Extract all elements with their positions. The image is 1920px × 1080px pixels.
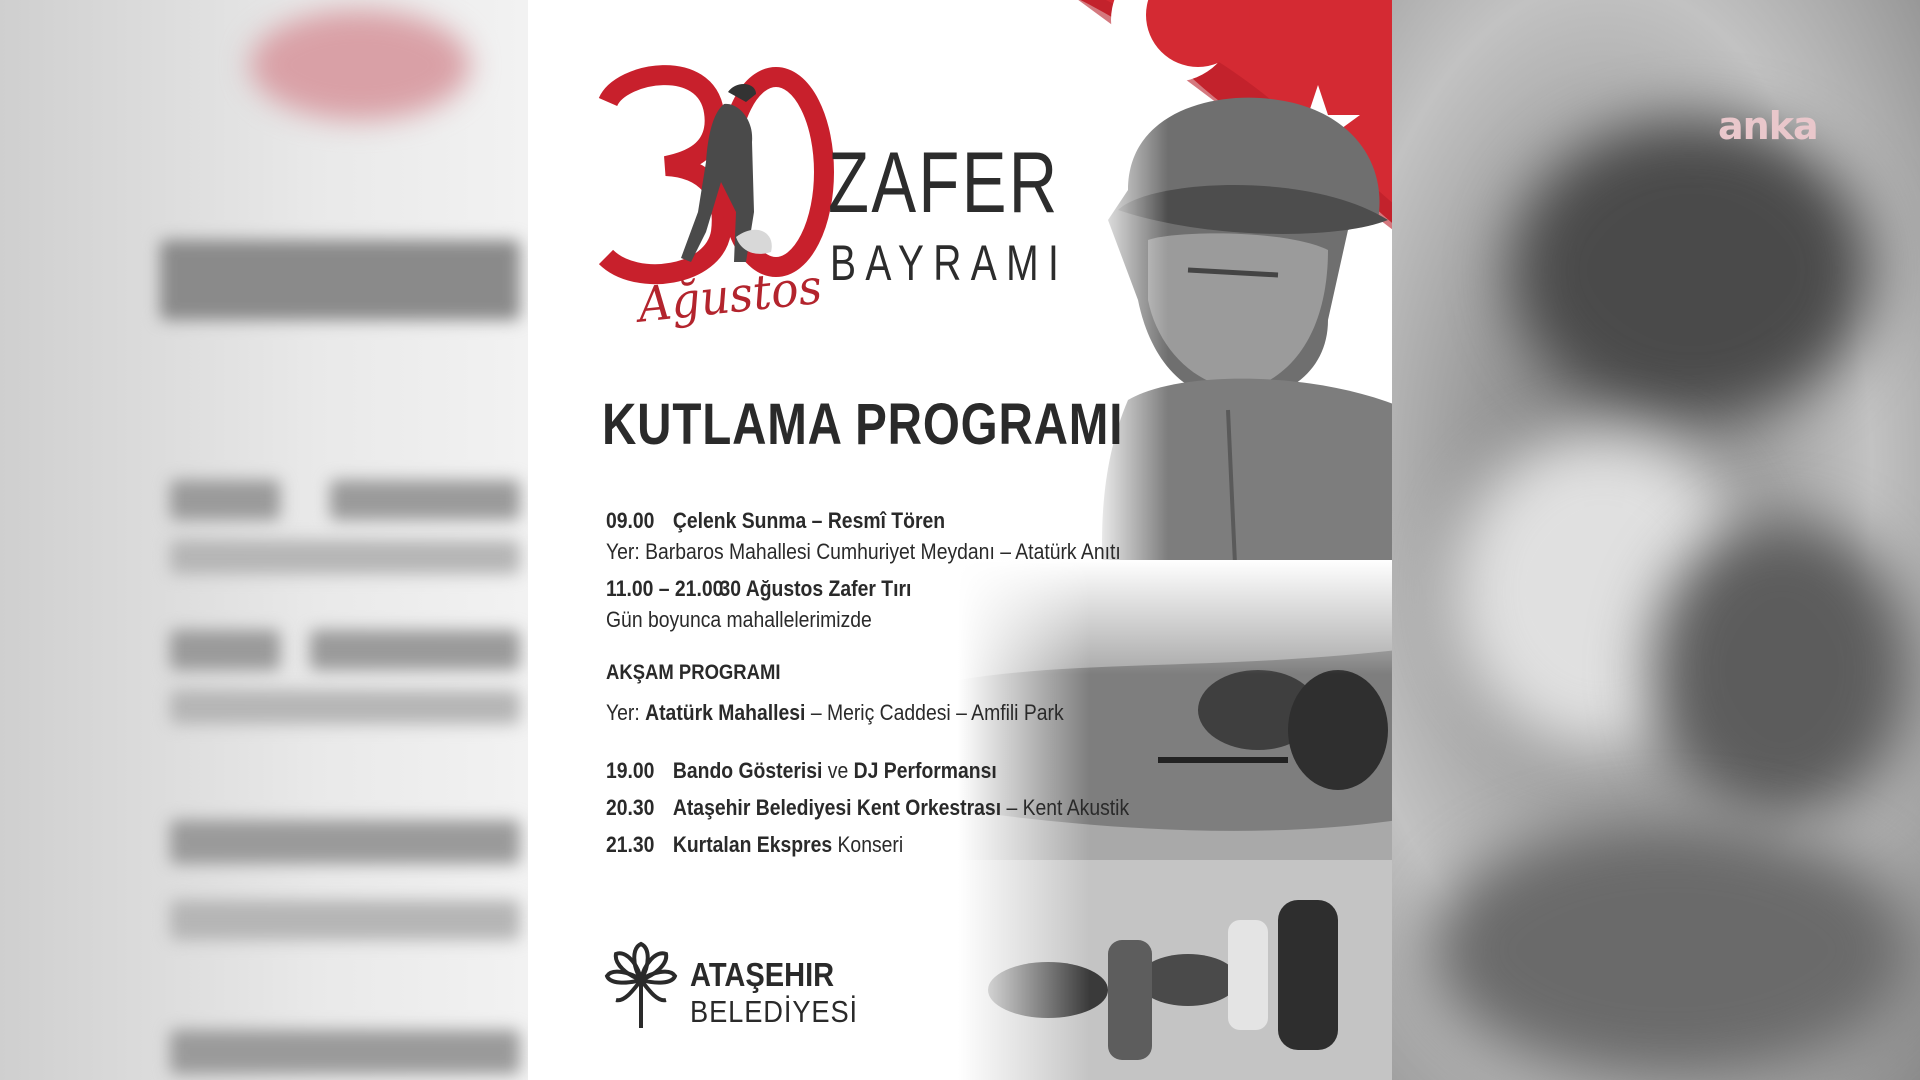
program-detail-1: Yer: Barbaros Mahallesi Cumhuriyet Meydanı – Atatürk Anıtı	[606, 539, 1121, 564]
program-time: 11.00 – 21.00	[606, 576, 724, 601]
program-detail-2: Gün boyunca mahallelerimizde	[606, 607, 872, 632]
title-zafer: ZAFER	[828, 135, 1060, 231]
anniversary-30-emblem	[596, 62, 836, 292]
location-rest: – Meriç Caddesi – Amfili Park	[810, 700, 1064, 725]
event-part: DJ Performansı	[853, 758, 997, 783]
event-part: Kurtalan Ekspres	[672, 832, 833, 857]
soldier-portrait-photo	[1088, 70, 1392, 630]
event-part: Ataşehir Belediyesi Kent Orkestrası	[672, 795, 1002, 820]
program-time: 09.00	[606, 508, 655, 533]
blurred-background-right	[1392, 0, 1920, 1080]
evening-location	[606, 702, 1064, 724]
program-heading: KUTLAMA PROGRAMI	[602, 392, 1124, 457]
program-title: Çelenk Sunma – Resmî Tören	[672, 508, 946, 533]
month-script-text: Ağustos	[635, 258, 825, 334]
evening-event-3	[606, 834, 903, 856]
event-time: 20.30	[606, 795, 655, 820]
evening-event-2	[606, 797, 1129, 819]
event-part: Bando Gösterisi	[672, 758, 823, 783]
event-poster	[528, 0, 1392, 1080]
program-title: 30 Ağustos Zafer Tırı	[719, 576, 912, 601]
event-time: 19.00	[606, 758, 655, 783]
logo-subtitle: BELEDİYESİ	[690, 994, 859, 1029]
event-part: Konseri	[837, 832, 904, 857]
event-part: ve	[827, 758, 849, 783]
logo-name: ATAŞEHIR	[690, 956, 835, 993]
flower-logo-icon	[602, 940, 680, 1032]
location-name: Atatürk Mahallesi	[645, 700, 806, 725]
program-item-1	[606, 510, 945, 532]
historical-battle-photo	[958, 560, 1392, 1080]
title-bayrami: BAYRAMI	[830, 235, 1069, 291]
event-time: 21.30	[606, 832, 655, 857]
location-prefix: Yer:	[606, 700, 640, 725]
watermark-logo: anka	[1718, 104, 1818, 148]
evening-event-1	[606, 760, 997, 782]
program-item-2	[606, 578, 911, 600]
blurred-background-left	[0, 0, 528, 1080]
event-part: – Kent Akustik	[1006, 795, 1130, 820]
evening-section-title: AKŞAM PROGRAMI	[606, 661, 781, 684]
